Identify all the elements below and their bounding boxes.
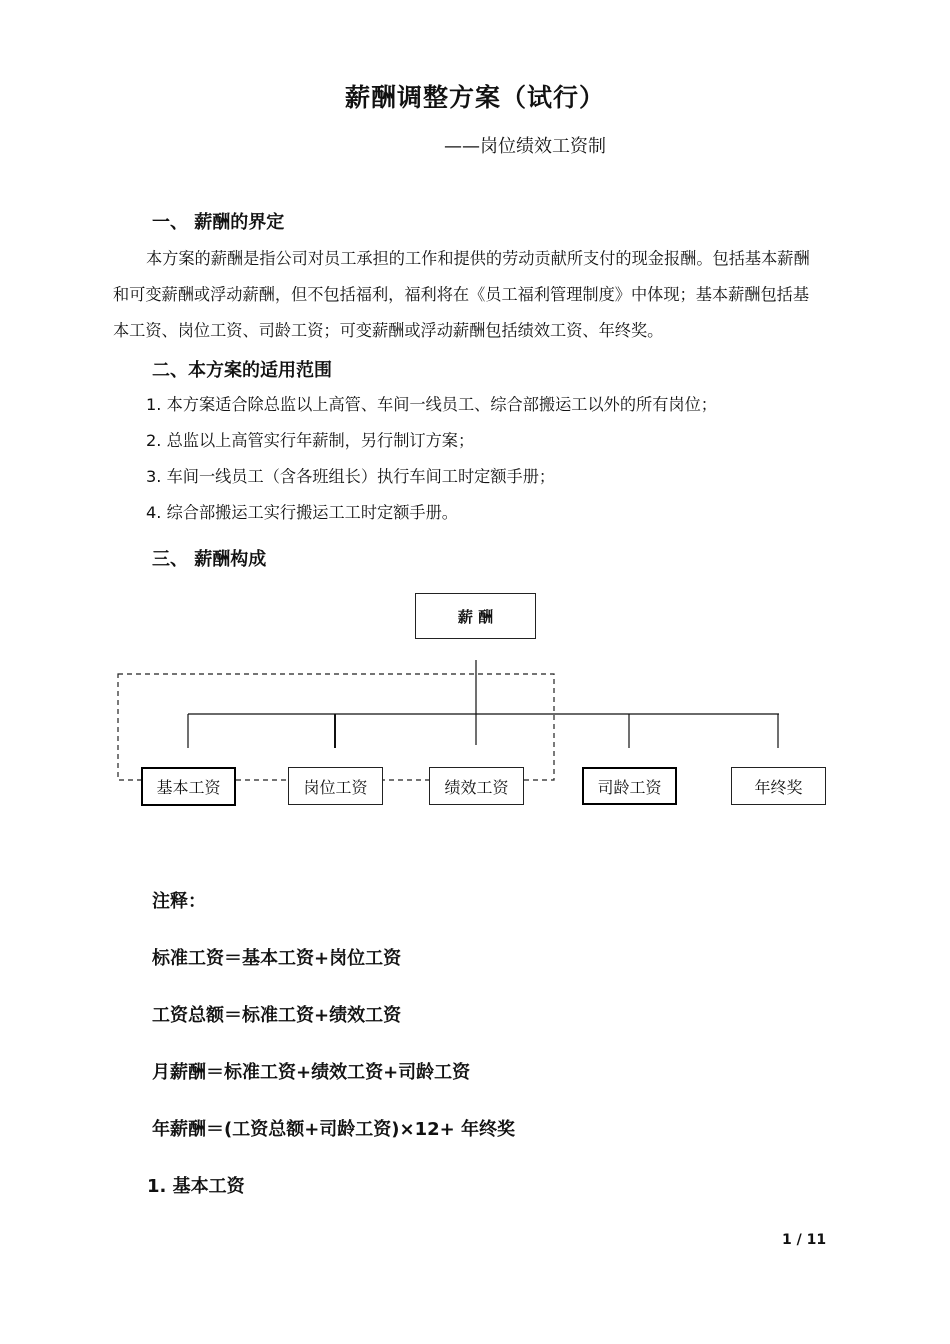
chart-node-post-pay: 岗位工资 (288, 767, 383, 805)
page-subtitle: ——岗位绩效工资制 (444, 136, 606, 157)
chart-root-box: 薪 酬 (415, 593, 536, 639)
page-number: 1 / 11 (782, 1232, 827, 1248)
list-item: 1. 本方案适合除总监以上高管、车间一线员工、综合部搬运工以外的所有岗位； (146, 395, 717, 414)
paragraph-line: 和可变薪酬或浮动薪酬，但不包括福利，福利将在《员工福利管理制度》中体现；基本薪酬包括基 (113, 285, 810, 304)
formula-total-pay: 工资总额＝标准工资+绩效工资 (152, 1005, 402, 1026)
chart-node-year-end-bonus: 年终奖 (731, 767, 826, 805)
list-item: 2. 总监以上高管实行年薪制，另行制订方案； (146, 431, 475, 450)
formula-standard-pay: 标准工资＝基本工资+岗位工资 (152, 948, 402, 969)
section2-heading: 二、本方案的适用范围 (152, 360, 332, 381)
chart-node-basic-pay: 基本工资 (141, 767, 236, 806)
chart-node-performance-pay: 绩效工资 (429, 767, 524, 805)
section3-heading: 三、 薪酬构成 (152, 549, 267, 570)
formula-annual-pay: 年薪酬＝(工资总额+司龄工资)×12+ 年终奖 (152, 1119, 516, 1140)
paragraph-line: 本方案的薪酬是指公司对员工承担的工作和提供的劳动贡献所支付的现金报酬。包括基本薪酬 (146, 249, 810, 268)
section1-heading: 一、 薪酬的界定 (152, 212, 285, 233)
chart-node-seniority-pay: 司龄工资 (582, 767, 677, 805)
page-title: 薪酬调整方案（试行） (344, 83, 605, 112)
paragraph-line: 本工资、岗位工资、司龄工资；可变薪酬或浮动薪酬包括绩效工资、年终奖。 (113, 321, 664, 340)
formula-monthly-pay: 月薪酬＝标准工资+绩效工资+司龄工资 (152, 1062, 471, 1083)
list-item: 3. 车间一线员工（含各班组长）执行车间工时定额手册； (146, 467, 556, 486)
list-item: 4. 综合部搬运工实行搬运工工时定额手册。 (146, 503, 458, 522)
notes-label: 注释： (152, 891, 206, 912)
subsection-heading: 1. 基本工资 (147, 1176, 245, 1197)
